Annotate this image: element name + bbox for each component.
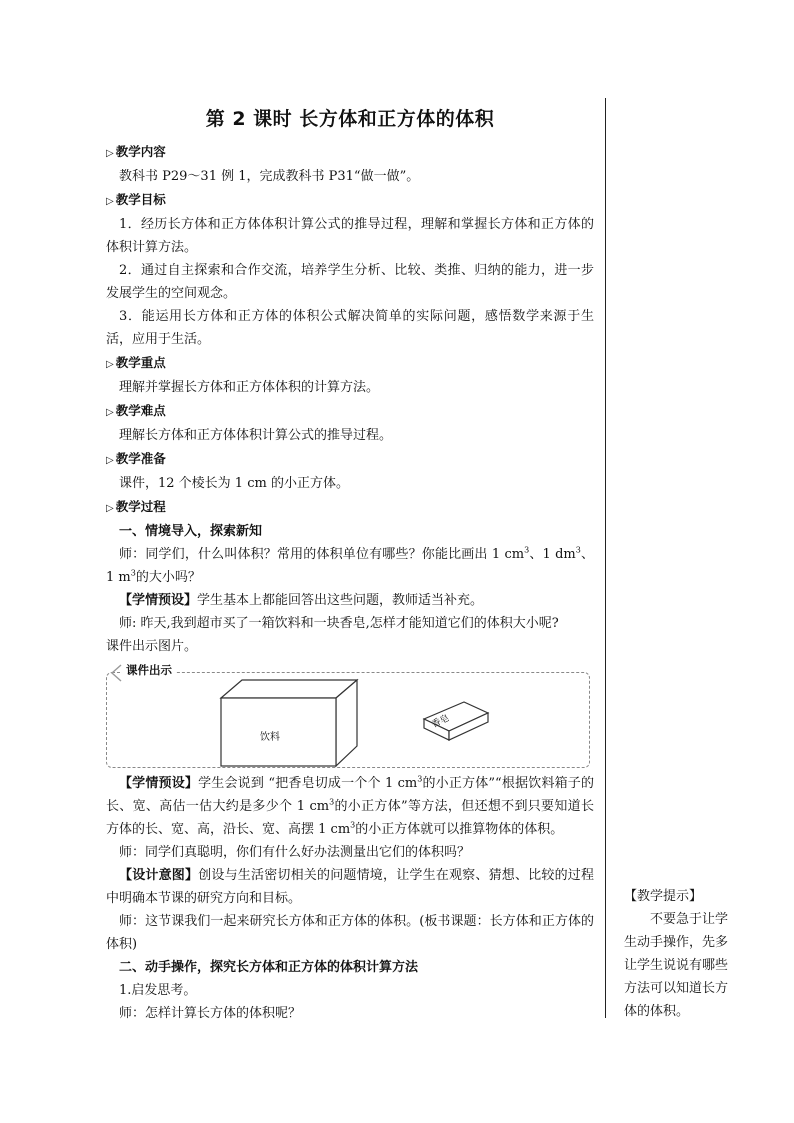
lesson-plan-body [106,100,594,1025]
section-heading-key-point: ▷ 教学重点 [106,355,166,370]
margin-divider [605,98,606,1018]
side-note [624,886,744,1023]
process-paragraph-4: 课件出示图片。 [106,639,198,654]
figure-label: 课件出示 [122,662,176,678]
process-paragraph-10: 师：怎样计算长方体的体积呢？ [119,1006,302,1021]
process-paragraph-3: 师: 昨天,我到超市买了一箱饮料和一块香皂,怎样才能知道它们的体积大小呢? [119,616,559,631]
section-heading-content: ▷ 教学内容 [106,144,166,159]
process-paragraph-7: 【设计意图】创设与生活密切相关的问题情境，让学生在观察、猜想、比较的过程中明确本节课的研究方向和目标。 [106,868,594,906]
part1-title: 一、情境导入，探索新知 [119,524,263,539]
drink-box-drawing [221,680,357,766]
process-paragraph-8: 师：这节课我们一起来研究长方体和正方体的体积。(板书课题：长方体和正方体的体积) [106,914,594,952]
triangle-bullet-icon: ▷ [106,455,114,466]
section-heading-process: ▷ 教学过程 [106,499,166,514]
objective-item-3: 3．能运用长方体和正方体的体积公式解决简单的实际问题，感悟数学来源于生活，应用于生活。 [106,309,594,347]
objective-item-1: 1．经历长方体和正方体体积计算公式的推导过程，理解和掌握长方体和正方体的体积计算方法。 [106,217,594,255]
triangle-bullet-icon: ▷ [106,196,114,207]
objective-item-2: 2．通过自主探索和合作交流，培养学生分析、比较、类推、归纳的能力，进一步发展学生的空间观念。 [106,263,594,301]
drink-label: 饮料 [260,732,280,743]
section-heading-objectives: ▷ 教学目标 [106,192,166,207]
triangle-bullet-icon: ▷ [106,148,114,159]
soap-label: 香皂 [430,713,451,731]
process-paragraph-9: 1.启发思考。 [119,983,197,998]
preparation-text: 课件，12 个棱长为 1 cm 的小正方体。 [119,476,349,491]
section-heading-difficulty: ▷ 教学难点 [106,403,166,418]
triangle-bullet-icon: ▷ [106,503,114,514]
side-note-title: 【教学提示】 [624,889,703,904]
triangle-bullet-icon: ▷ [106,407,114,418]
process-paragraph-5: 【学情预设】学生会说到 “把香皂切成一个个 1 $cm^3$的小正方体”“根据饮料箱子的长、宽、高估一估大约是多少个 1 $cm^3$的小正方体”等方法，但还想不到只要知道长方体的长、宽、高，沿长、宽、高摆 1 $cm^3$的小正方体就可以推算物体的体积。 [106,774,594,837]
content-text: 教科书 P29～31 例 1，完成教科书 P31“做一做”。 [119,169,420,184]
section-heading-preparation: ▷ 教学准备 [106,451,166,466]
page-title: 第 2 课时 长方体和正方体的体积 [205,108,495,130]
triangle-bullet-icon: ▷ [106,359,114,370]
process-paragraph-1: 师：同学们，什么叫体积？常用的体积单位有哪些？你能比画出 1 $cm^3$、1 $dm^3$、1 $m^3$的大小吗？ [106,545,594,585]
part2-title: 二、动手操作，探究长方体和正方体的体积计算方法 [119,960,419,975]
process-paragraph-6: 师：同学们真聪明，你们有什么好办法测量出它们的体积吗？ [119,845,471,860]
difficulty-text: 理解长方体和正方体体积计算公式的推导过程。 [119,428,393,443]
side-note-text: 不要急于让学生动手操作，先多让学生说说有哪些方法可以知道长方体的体积。 [624,912,729,1019]
process-paragraph-2: 【学情预设】学生基本上都能回答出这些问题，教师适当补充。 [119,593,484,608]
key-point-text: 理解并掌握长方体和正方体体积的计算方法。 [119,380,380,395]
courseware-figure [106,664,592,768]
figure-drawing [106,664,592,768]
